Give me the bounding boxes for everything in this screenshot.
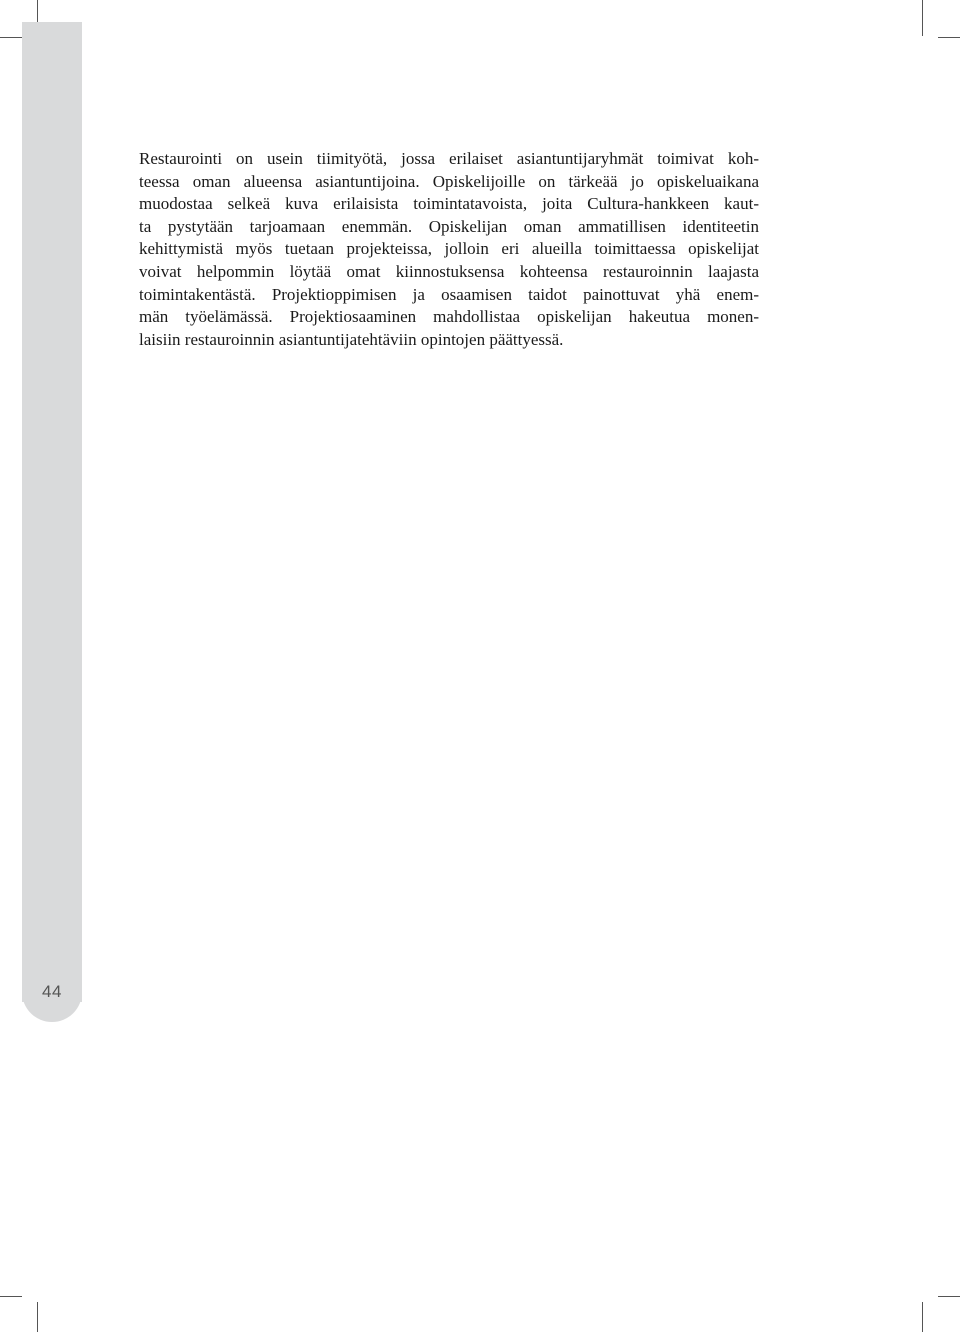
crop-mark-bottom-right-vertical: [922, 1302, 923, 1332]
paragraph-line: män työelämässä. Projektiosaaminen mahdollistaa opiskelijan hakeutua monen-: [139, 307, 759, 327]
crop-mark-bottom-left-horizontal: [0, 1296, 22, 1297]
crop-mark-top-right-horizontal: [938, 37, 960, 38]
margin-band: [22, 22, 82, 1002]
paragraph-line: ta pystytään tarjoamaan enemmän. Opiskelijan oman ammatillisen identiteetin: [139, 216, 759, 236]
page-number: 44: [42, 982, 62, 1001]
crop-mark-top-left-horizontal: [0, 37, 22, 38]
paragraph-line: laisiin restauroinnin asiantuntijatehtäviin opintojen päättyessä.: [139, 329, 564, 349]
page-number-badge: [22, 962, 82, 1022]
body-paragraph: [139, 148, 759, 351]
paragraph-line: kehittymistä myös tuetaan projekteissa, jolloin eri alueilla toimittaessa opiskelijat: [139, 239, 759, 259]
paragraph-line: toimintakentästä. Projektioppimisen ja osaamisen taidot painottuvat yhä enem-: [139, 284, 759, 304]
paragraph-line: muodostaa selkeä kuva erilaisista toimintatavoista, joita Cultura-hankkeen kaut-: [139, 194, 759, 214]
crop-mark-bottom-right-horizontal: [938, 1296, 960, 1297]
crop-mark-top-right-vertical: [922, 0, 923, 36]
paragraph-line: voivat helpommin löytää omat kiinnostuksensa kohteensa restauroinnin laajasta: [139, 261, 759, 281]
crop-mark-bottom-left-vertical: [37, 1302, 38, 1332]
paragraph-line: Restaurointi on usein tiimityötä, jossa erilaiset asiantuntijaryhmät toimivat koh-: [139, 149, 759, 168]
paragraph-line: teessa oman alueensa asiantuntijoina. Opiskelijoille on tärkeää jo opiskeluaikana: [139, 171, 759, 191]
